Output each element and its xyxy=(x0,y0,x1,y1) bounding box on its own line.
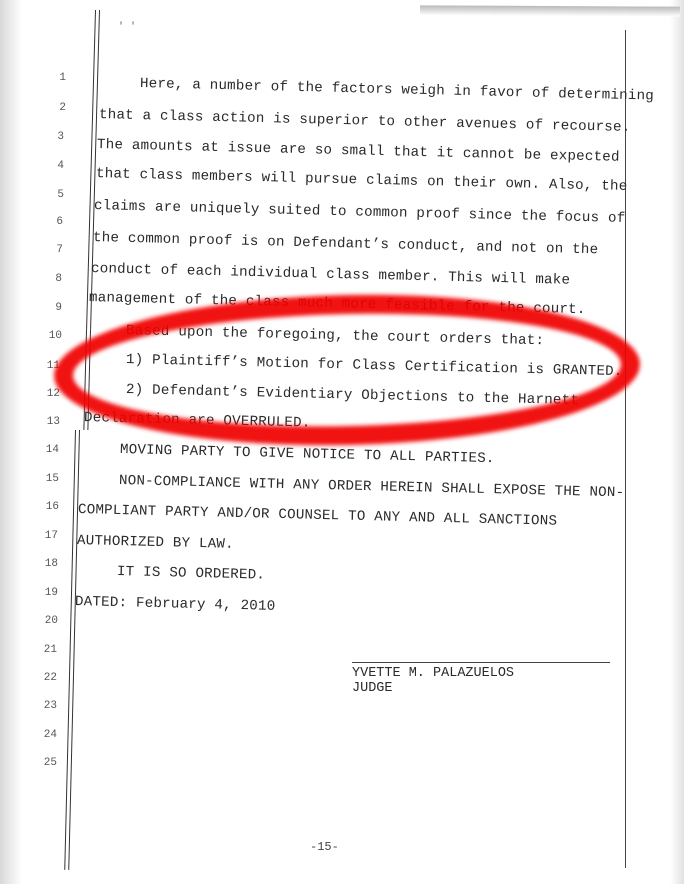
body-line: IT IS SO ORDERED. xyxy=(116,564,266,584)
body-line: MOVING PARTY TO GIVE NOTICE TO ALL PARTIES. xyxy=(119,442,495,468)
line-number: 14 xyxy=(45,444,59,456)
body-line: conduct of each individual class member. This will make xyxy=(90,261,571,289)
dated-line: DATED: February 4, 2010 xyxy=(74,594,276,615)
body-line: that a class action is superior to other avenues of recourse. xyxy=(98,107,631,136)
line-number: 20 xyxy=(44,615,58,627)
body-line: COMPLIANT PARTY AND/OR COUNSEL TO ANY AND ALL SANCTIONS xyxy=(77,502,558,530)
line-number: 7 xyxy=(56,244,63,256)
line-number: 8 xyxy=(55,273,62,285)
line-number: 13 xyxy=(46,416,60,428)
line-number: 3 xyxy=(57,131,64,143)
corner-marks: ' ' xyxy=(118,22,137,33)
line-number: 5 xyxy=(57,189,64,201)
page-number: -15- xyxy=(310,840,339,854)
margin-rule-right xyxy=(625,30,626,868)
line-number: 23 xyxy=(43,700,57,712)
line-number: 15 xyxy=(45,473,59,485)
line-number: 24 xyxy=(43,729,57,741)
body-line: 1) Plaintiff’s Motion for Class Certification is GRANTED. xyxy=(125,352,623,381)
line-number: 25 xyxy=(43,757,57,769)
body-line: 2) Defendant’s Evidentiary Objections to the Harnett xyxy=(125,382,580,410)
line-number: 12 xyxy=(46,388,60,400)
body-line: NON-COMPLIANCE WITH ANY ORDER HEREIN SHALL EXPOSE THE NON- xyxy=(118,473,625,502)
body-line: claims are uniquely suited to common proof since the focus of xyxy=(93,198,626,227)
page-left-shadow xyxy=(0,0,22,884)
body-line: Here, a number of the factors weigh in favor of determining xyxy=(139,76,655,105)
line-number: 21 xyxy=(43,644,57,656)
body-line: Declaration are OVERRULED. xyxy=(83,410,311,432)
line-number: 19 xyxy=(44,587,58,599)
page-top-edge xyxy=(420,5,680,16)
judge-title: JUDGE xyxy=(352,681,393,696)
page-right-shadow xyxy=(670,0,684,884)
signature-line xyxy=(352,662,610,663)
body-line: Based upon the foregoing, the court orders that: xyxy=(125,323,545,350)
line-number: 9 xyxy=(55,302,62,314)
line-number: 6 xyxy=(56,216,63,228)
body-line: management of the class much more feasible for the court. xyxy=(88,290,586,319)
line-number: 10 xyxy=(48,330,62,342)
line-number: 17 xyxy=(44,530,58,542)
line-number: 4 xyxy=(57,160,64,172)
body-line: AUTHORIZED BY LAW. xyxy=(76,533,235,553)
line-number: 2 xyxy=(59,102,66,114)
line-number: 18 xyxy=(44,558,58,570)
body-line: The amounts at issue are so small that it cannot be expected xyxy=(96,137,620,166)
line-number: 1 xyxy=(59,72,66,84)
line-number: 11 xyxy=(46,360,60,372)
line-number: 22 xyxy=(43,672,57,684)
body-line: the common proof is on Defendant’s conduct, and not on the xyxy=(92,230,599,259)
line-number: 16 xyxy=(45,501,59,513)
judge-name: YVETTE M. PALAZUELOS xyxy=(352,666,515,681)
body-line: that class members will pursue claims on their own. Also, the xyxy=(95,166,628,195)
